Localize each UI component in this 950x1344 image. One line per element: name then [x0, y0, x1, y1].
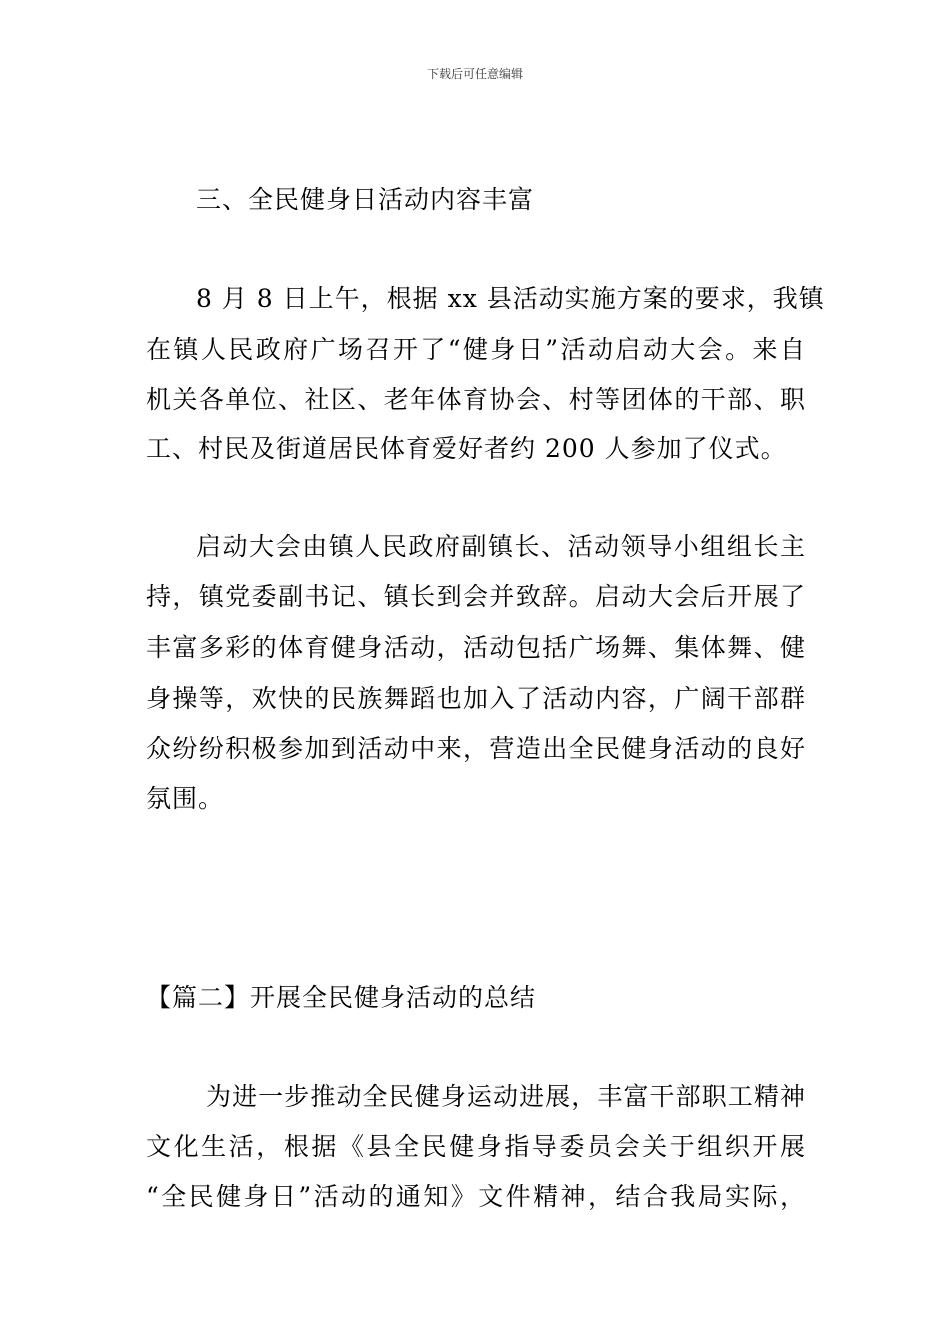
paragraph-line: 为进一步推动全民健身运动进展，丰富干部职工精神 — [206, 1082, 806, 1111]
paragraph-line: 文化生活，根据《县全民健身指导委员会关于组织开展 — [146, 1132, 806, 1161]
paragraph-line: 启动大会由镇人民政府副镇长、活动领导小组组长主 — [196, 532, 806, 561]
paragraph-line: “全民健身日”活动的通知》文件精神，结合我局实际， — [146, 1182, 806, 1211]
paragraph-line: 身操等，欢快的民族舞蹈也加入了活动内容，广阔干部群 — [146, 684, 806, 713]
paragraph-line: 在镇人民政府广场召开了“健身日”活动启动大会。来自 — [146, 335, 806, 364]
paragraph-line: 机关各单位、社区、老年体育协会、村等团体的干部、职 — [146, 385, 806, 414]
paragraph-line: 众纷纷积极参加到活动中来，营造出全民健身活动的良好 — [146, 734, 806, 763]
paragraph-line: 8 月 8 日上午，根据 xx 县活动实施方案的要求，我镇 — [196, 284, 825, 313]
paragraph-line: 丰富多彩的体育健身活动，活动包括广场舞、集体舞、健 — [146, 633, 806, 662]
paragraph-line: 持，镇党委副书记、镇长到会并致辞。启动大会后开展了 — [146, 582, 806, 611]
paragraph-line: 工、村民及街道居民体育爱好者约 200 人参加了仪式。 — [146, 434, 787, 463]
section-heading: 三、全民健身日活动内容丰富 — [196, 185, 535, 214]
paragraph-line: 氛围。 — [146, 784, 225, 813]
header-note: 下载后可任意编辑 — [426, 67, 523, 81]
part-heading: 【篇二】开展全民健身活动的总结 — [146, 983, 537, 1012]
